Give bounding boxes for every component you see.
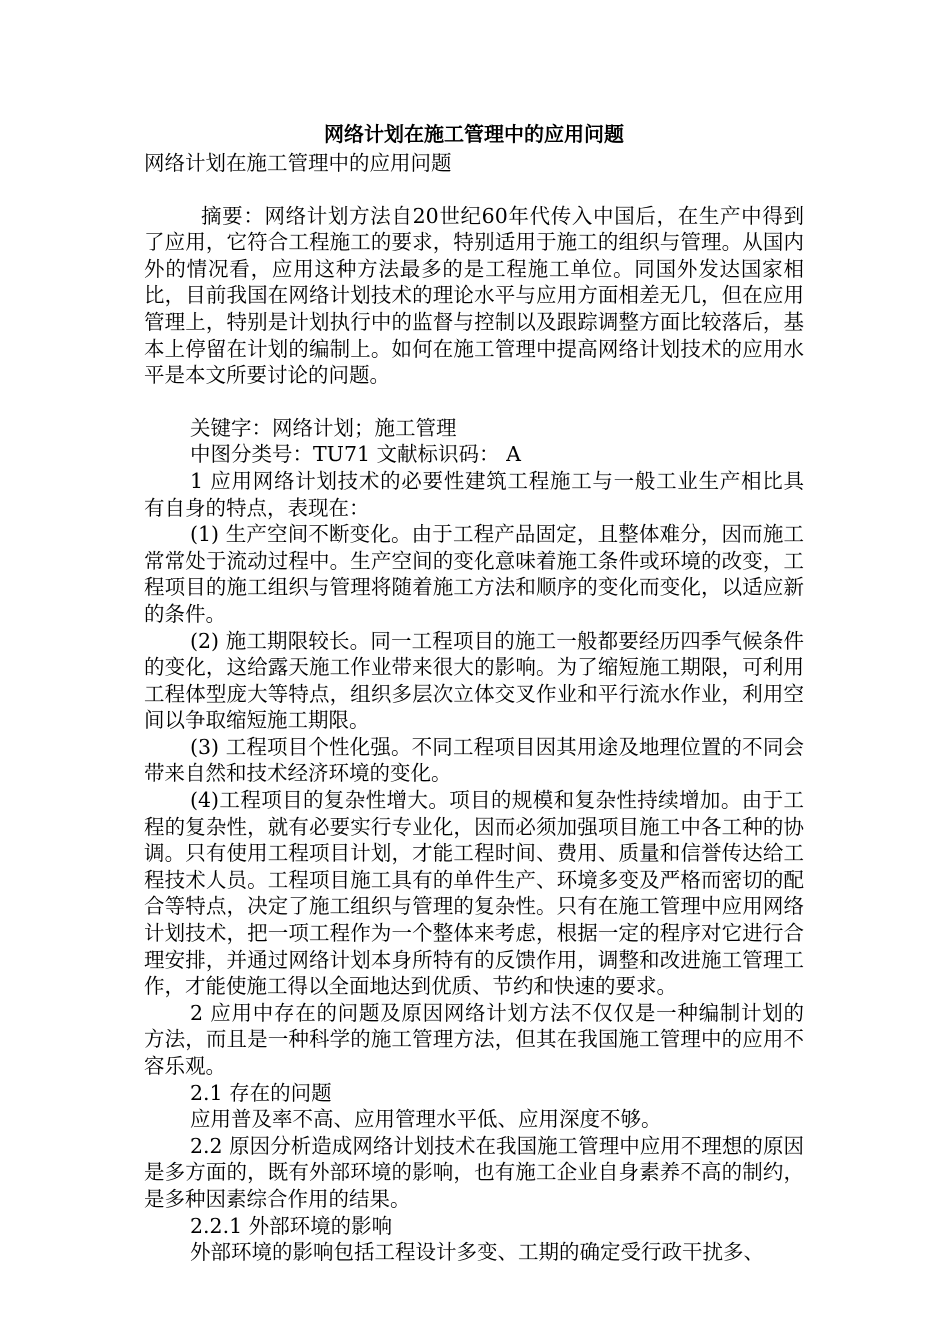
section-2-paragraph: 2 应用中存在的问题及原因网络计划方法不仅仅是一种编制计划的方法，而且是一种科学的施工管理方法，但其在我国施工管理中的应用不容乐观。 [144, 1000, 804, 1078]
classification-line: 中图分类号：TU71 文献标识码： A [190, 442, 521, 467]
section-1-paragraph: 1 应用网络计划技术的必要性建筑工程施工与一般工业生产相比具有自身的特点，表现在： [144, 468, 804, 520]
section-2-1-heading: 2.1 存在的问题 [190, 1080, 332, 1105]
document-title: 网络计划在施工管理中的应用问题 [324, 122, 624, 146]
section-2-2-1-paragraph: 外部环境的影响包括工程设计多变、工期的确定受行政干扰多、 [190, 1240, 764, 1265]
item-2-paragraph: (2) 施工期限较长。同一工程项目的施工一般都要经历四季气候条件的变化，这给露天施工作业带来很大的影响。为了缩短施工期限，可利用工程体型庞大等特点，组织多层次立体交叉作业和平行流水作业，利用空间以争取缩短施工期限。 [144, 628, 804, 733]
item-3-paragraph: (3) 工程项目个性化强。不同工程项目因其用途及地理位置的不同会带来自然和技术经济环境的变化。 [144, 734, 804, 786]
section-2-1-paragraph: 应用普及率不高、应用管理水平低、应用深度不够。 [190, 1107, 662, 1132]
abstract-paragraph: 摘要：网络计划方法自20世纪60年代传入中国后，在生产中得到了应用，它符合工程施工的要求，特别适用于施工的组织与管理。从国内外的情况看，应用这种方法最多的是工程施工单位。同国外发达国家相比，目前我国在网络计划技术的理论水平与应用方面相差无几，但在应用管理上，特别是计划执行中的监督与控制以及跟踪调整方面比较落后，基本上停留在计划的编制上。如何在施工管理中提高网络计划技术的应用水平是本文所要讨论的问题。 [144, 203, 804, 388]
section-2-2-1-heading: 2.2.1 外部环境的影响 [190, 1213, 393, 1238]
document-page [144, 118, 804, 1266]
item-4-paragraph: (4)工程项目的复杂性增大。项目的规模和复杂性持续增加。由于工程的复杂性，就有必要实行专业化，因而必须加强项目施工中各工种的协调。只有使用工程项目计划，才能工程时间、费用、质量和信誉传达给工程技术人员。工程项目施工具有的单件生产、环境多变及严格而密切的配合等特点，决定了施工组织与管理的复杂性。只有在施工管理中应用网络计划技术，把一项工程作为一个整体来考虑，根据一定的程序对它进行合理安排，并通过网络计划本身所特有的反馈作用，调整和改进施工管理工作，才能使施工得以全面地达到优质、节约和快速的要求。 [144, 788, 804, 999]
section-2-2-paragraph: 2.2 原因分析造成网络计划技术在我国施工管理中应用不理想的原因是多方面的，既有外部环境的影响，也有施工企业自身素养不高的制约，是多种因素综合作用的结果。 [144, 1133, 804, 1211]
item-1-paragraph: (1) 生产空间不断变化。由于工程产品固定，且整体难分，因而施工常常处于流动过程中。生产空间的变化意味着施工条件或环境的改变，工程项目的施工组织与管理将随着施工方法和顺序的变化而变化，以适应新的条件。 [144, 522, 804, 626]
document-subtitle: 网络计划在施工管理中的应用问题 [144, 151, 452, 175]
keywords-line: 关键字：网络计划；施工管理 [190, 415, 457, 440]
